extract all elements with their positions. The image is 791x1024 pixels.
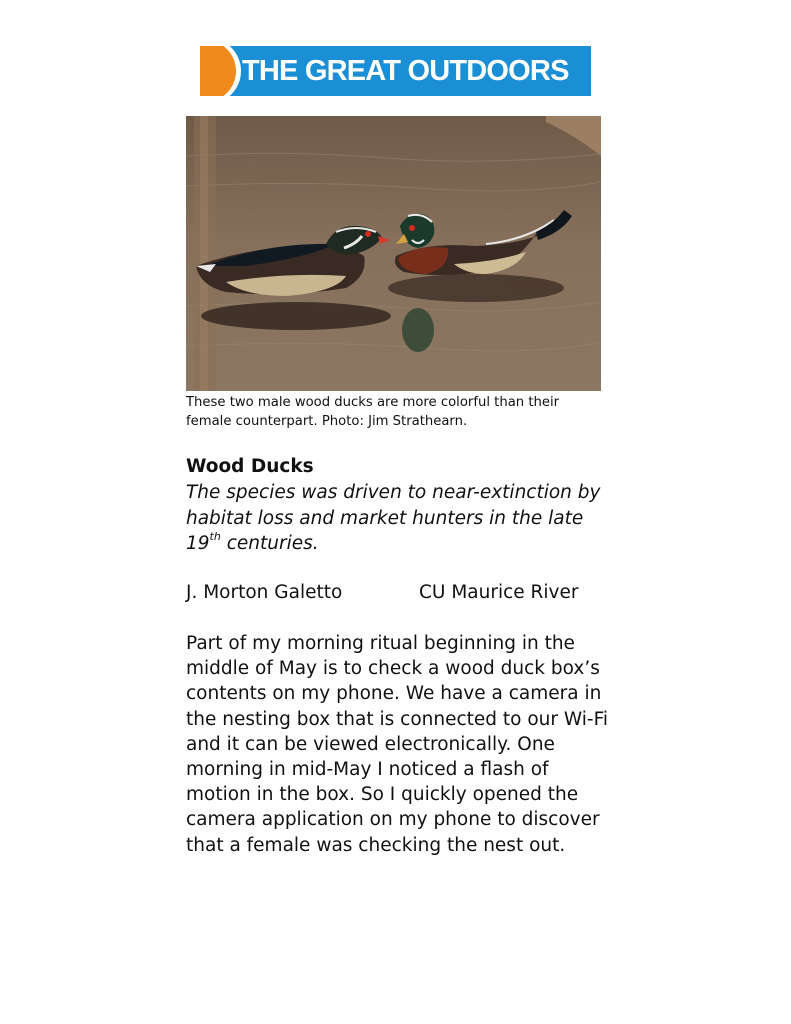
author-name: J. Morton Galetto (186, 582, 343, 603)
wood-ducks-illustration (186, 116, 601, 391)
wood-ducks-photo (186, 116, 601, 391)
banner-title: THE GREAT OUTDOORS (242, 55, 569, 87)
section-banner (200, 46, 591, 96)
subhead-superscript: th (209, 529, 221, 543)
byline (186, 581, 606, 605)
article-body: Part of my morning ritual beginning in the middle of May is to check a wood duck box’s contents on my phone. We have a camera in the nesting box that is connected to our Wi-Fi and it can be viewed electronically. One morning in mid-May I noticed a flash of motion in the box. So I quickly opened the camera application on my phone to discover that a female was checking the nest out. (186, 633, 609, 856)
banner-accent-arc (200, 46, 236, 96)
article-subhead (186, 480, 606, 557)
subhead-text: The species was driven to near-extinction by habitat loss and market hunters in the late 19 (186, 482, 601, 554)
author-organization: CU Maurice River (419, 582, 579, 603)
photo-caption: These two male wood ducks are more colorful than their female counterpart. Photo: Jim Strathearn. (186, 395, 560, 429)
article-headline: Wood Ducks (186, 456, 314, 477)
subhead-text-end: centuries. (220, 533, 319, 554)
